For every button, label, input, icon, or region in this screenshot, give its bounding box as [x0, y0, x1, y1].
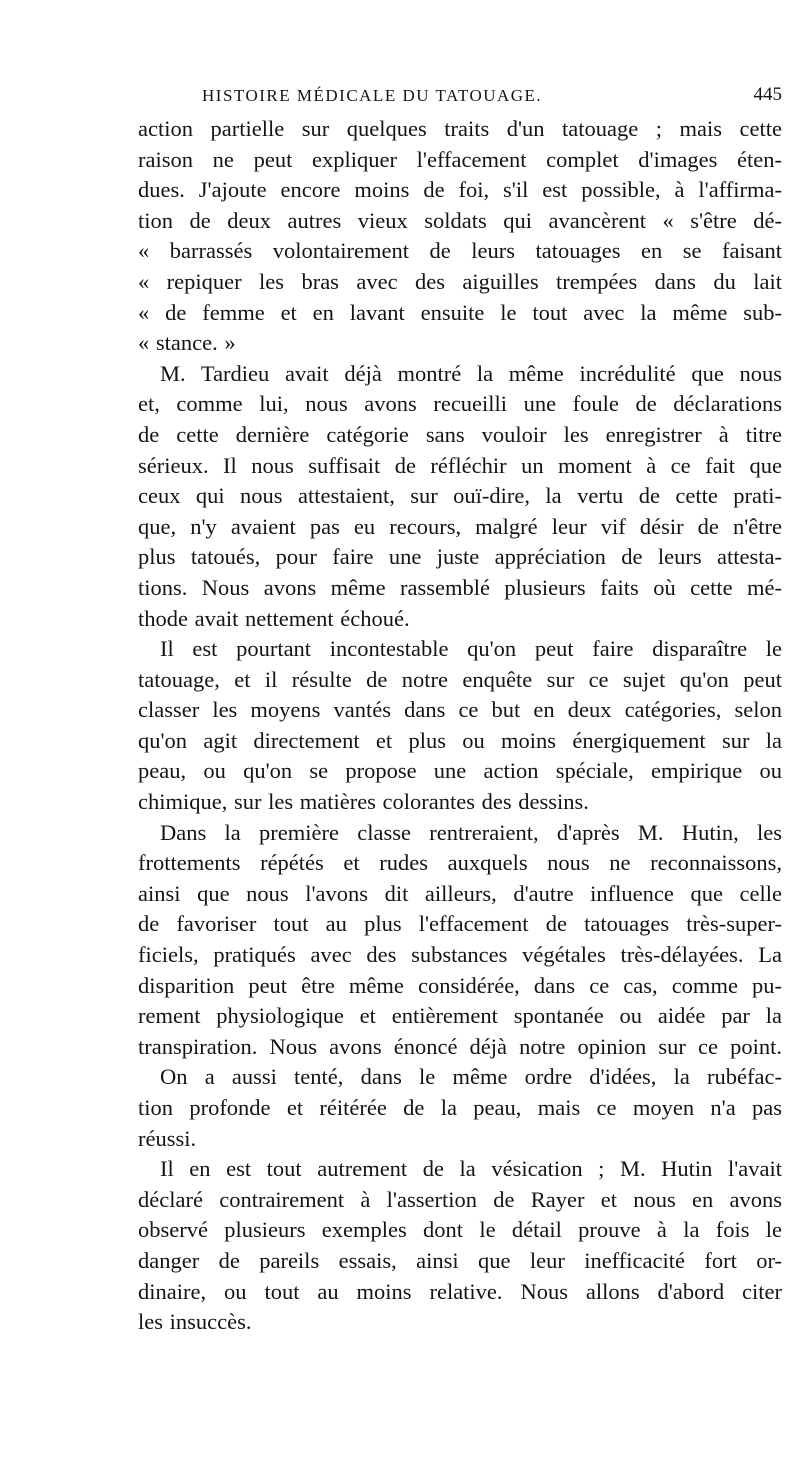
text-line: de cette dernière catégorie sans vouloir les enregistrer à titre — [138, 421, 782, 447]
text-line: chimique, sur les matières colorantes des dessins. — [138, 789, 589, 815]
text-line: tatouage, et il résulte de notre enquête sur ce sujet qu'on peut — [138, 666, 782, 692]
text-line: observé plusieurs exemples dont le détail prouve à la fois le — [138, 1217, 782, 1243]
page-header — [132, 82, 782, 112]
text-line: sérieux. Il nous suffisait de réfléchir un moment à ce fait que — [138, 452, 782, 478]
text-line: danger de pareils essais, ainsi que leur inefficacité fort or- — [138, 1247, 782, 1273]
text-line: thode avait nettement échoué. — [138, 605, 410, 631]
text-line: peau, ou qu'on se propose une action spéciale, empirique ou — [138, 758, 782, 784]
text-line: M. Tardieu avait déjà montré la même incrédulité que nous — [160, 360, 782, 386]
text-line: « repiquer les bras avec des aiguilles trempées dans du lait — [138, 268, 782, 294]
text-line: Dans la première classe rentreraient, d'après M. Hutin, les — [160, 819, 782, 845]
text-line: On a aussi tenté, dans le même ordre d'idées, la rubéfac- — [160, 1064, 782, 1090]
text-line: les insuccès. — [138, 1309, 252, 1335]
text-line: disparition peut être même considérée, dans ce cas, comme pu- — [138, 972, 782, 998]
text-line: que, n'y avaient pas eu recours, malgré leur vif désir de n'être — [138, 513, 782, 539]
text-line: « de femme et en lavant ensuite le tout avec la même sub- — [138, 299, 782, 325]
text-line: Il est pourtant incontestable qu'on peut faire disparaître le — [160, 636, 782, 662]
text-line: « stance. » — [138, 330, 236, 356]
text-line: action partielle sur quelques traits d'un tatouage ; mais cette — [138, 116, 782, 141]
text-line: ceux qui nous attestaient, sur ouï-dire, la vertu de cette prati- — [138, 483, 782, 509]
page-number: 445 — [753, 84, 782, 105]
text-line: raison ne peut expliquer l'effacement complet d'images éten- — [138, 146, 782, 172]
text-line: et, comme lui, nous avons recueilli une foule de déclarations — [138, 391, 782, 417]
running-title: HISTOIRE MÉDICALE DU TATOUAGE. — [202, 86, 543, 105]
text-line: Il en est tout autrement de la vésication ; M. Hutin l'avait — [160, 1156, 782, 1182]
text-line: réussi. — [138, 1125, 197, 1151]
text-line: « barrassés volontairement de leurs tatouages en se faisant — [138, 238, 782, 264]
text-line: qu'on agit directement et plus ou moins énergiquement sur la — [138, 727, 782, 753]
text-line: tion de deux autres vieux soldats qui avancèrent « s'être dé- — [138, 207, 782, 233]
text-line: ainsi que nous l'avons dit ailleurs, d'autre influence que celle — [138, 880, 782, 906]
text-line: frottements répétés et rudes auxquels nous ne reconnaissons, — [138, 850, 782, 876]
text-line: tions. Nous avons même rassemblé plusieurs faits où cette mé- — [138, 574, 782, 600]
text-line: plus tatoués, pour faire une juste appréciation de leurs attesta- — [138, 544, 782, 570]
text-line: rement physiologique et entièrement spontanée ou aidée par la — [138, 1003, 782, 1029]
text-line: dues. J'ajoute encore moins de foi, s'il est possible, à l'affirma- — [138, 177, 782, 203]
text-line: dinaire, ou tout au moins relative. Nous allons d'abord citer — [138, 1278, 782, 1304]
text-line: de favoriser tout au plus l'effacement de tatouages très-super- — [138, 911, 782, 937]
text-line: ficiels, pratiqués avec des substances végétales très-délayées. La — [138, 942, 782, 968]
body-text — [138, 114, 782, 1338]
text-line: classer les moyens vantés dans ce but en deux catégories, selon — [138, 697, 782, 723]
text-line: déclaré contrairement à l'assertion de Rayer et nous en avons — [138, 1186, 782, 1212]
text-line: tion profonde et réitérée de la peau, mais ce moyen n'a pas — [138, 1095, 782, 1120]
text-line: transpiration. Nous avons énoncé déjà notre opinion sur ce point. — [138, 1033, 782, 1059]
